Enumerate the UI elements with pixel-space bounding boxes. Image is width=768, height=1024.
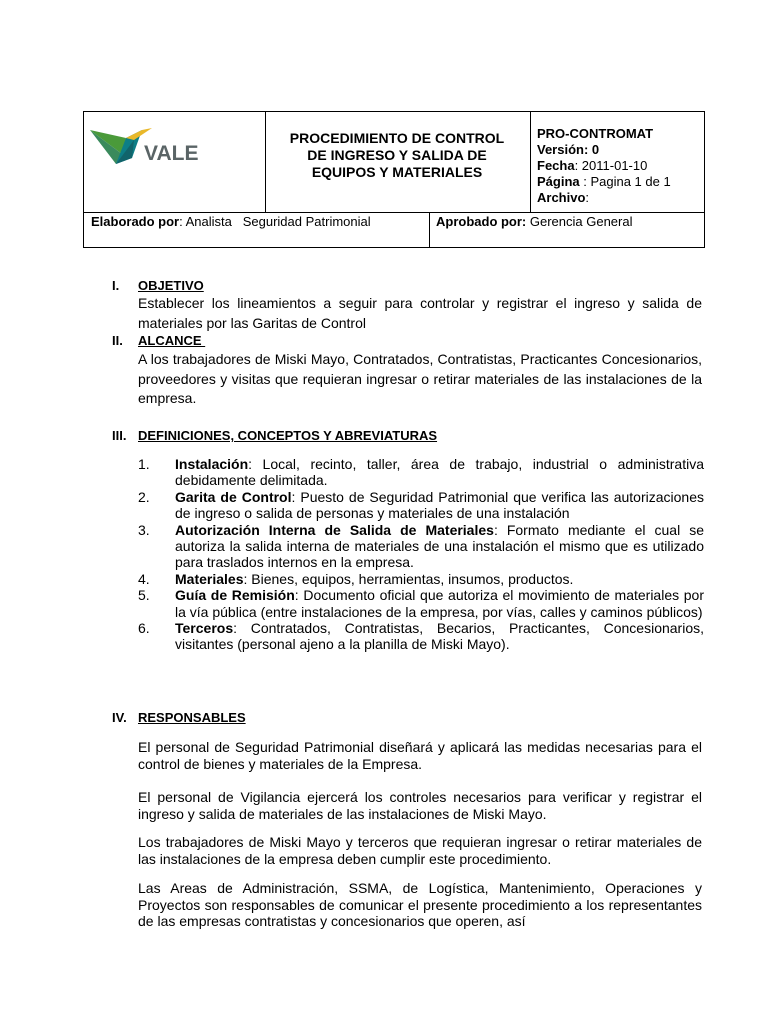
section-title: RESPONSABLES (138, 710, 246, 725)
title-line: DE INGRESO Y SALIDA DE (307, 147, 487, 163)
document-metadata (537, 126, 702, 206)
item-term: Instalación (175, 456, 249, 472)
document-title (266, 130, 528, 181)
aprobado-label: Aprobado por: (436, 214, 527, 229)
responsables-paragraph: Los trabajadores de Miski Mayo y terceros que requieran ingresar o retirar materiales de las instalaciones de la empresa deben cumplir este procedimiento. (138, 834, 702, 867)
header-divider (429, 212, 430, 248)
title-line: EQUIPOS Y MATERIALES (311, 164, 483, 180)
responsables-paragraph: Las Areas de Administración, SSMA, de Logística, Mantenimiento, Operaciones y Proyectos son responsables de comunicar el presente procedimiento a los representantes de las empresas contratistas y concesionarios que operen, así (138, 880, 702, 929)
header-divider (530, 112, 531, 212)
list-item (138, 522, 704, 571)
archivo-value: : (585, 190, 590, 205)
aprobado-por (436, 214, 633, 230)
item-number: 3. (138, 521, 150, 538)
section-number: I. (112, 278, 120, 293)
item-number: 2. (138, 488, 150, 505)
section-number: III. (112, 428, 127, 443)
responsables-paragraph: El personal de Vigilancia ejercerá los controles necesarios para verificar y registrar el ingreso y salida de materiales de las instalaciones de Miski Mayo. (138, 789, 702, 822)
item-term: Terceros (175, 620, 234, 637)
title-line: PROCEDIMIENTO DE CONTROL (289, 130, 505, 146)
list-item (138, 587, 704, 620)
alcance-text: A los trabajadores de Miski Mayo, Contratados, Contratistas, Practicantes Concesionarios, proveedores y visitas que requieran ingresar o retirar materiales de las instalaciones de la empresa. (138, 351, 702, 406)
item-term: Garita de Control (175, 488, 292, 505)
item-text: : Puesto de Seguridad Patrimonial que verifica las autorizaciones de ingreso o salida de personas y materiales de una instalación (175, 488, 704, 522)
document-code: PRO-CONTROMAT (537, 126, 654, 141)
item-text: : Contratados, Contratistas, Becarios, Practicantes, Concesionarios, visitantes (personal ajeno a la planilla de Miski Mayo). (175, 620, 704, 653)
document-header-table (83, 111, 705, 248)
aprobado-value: Gerencia General (526, 214, 633, 229)
list-item (138, 620, 704, 653)
list-item (138, 456, 704, 489)
item-term: Materiales (175, 570, 244, 587)
item-number: 6. (138, 620, 150, 637)
pagina-value: : Pagina 1 de 1 (579, 174, 671, 189)
item-term: Guía de Remisión (175, 587, 295, 604)
item-number: 5. (138, 587, 150, 604)
item-term: Autorización Interna de Salida de Materiales (175, 521, 494, 538)
version-label: Versión: 0 (537, 142, 600, 157)
elaborado-value: : Analista Seguridad Patrimonial (179, 214, 371, 229)
item-text: : Bienes, equipos, herramientas, insumos, productos. (243, 570, 574, 587)
vale-logo-icon (86, 118, 264, 208)
header-divider (84, 212, 704, 213)
item-text: : Formato mediante el cual se autoriza la salida interna de materiales de una instalación el mismo que es utilizado para traslados internos en la empresa. (175, 521, 704, 571)
objetivo-text: Establecer los lineamientos a seguir para controlar y registrar el ingreso y salida de materiales por las Garitas de Control (138, 295, 702, 331)
pagina-label: Página (537, 174, 580, 189)
vale-logo (86, 118, 264, 208)
item-text: : Documento oficial que autoriza el movimiento de materiales por la vía pública (entre instalaciones de la empresa, por vías, calles y caminos públicos) (175, 587, 705, 620)
section-number: II. (112, 333, 123, 348)
item-text: : Local, recinto, taller, área de trabajo, industrial o administrativa debidamente delimitada. (175, 456, 704, 489)
section-title: ALCANCE (138, 333, 206, 348)
fecha-value: : 2011-01-10 (574, 158, 648, 173)
archivo-label: Archivo (537, 190, 586, 205)
section-number: IV. (112, 710, 127, 725)
responsables-paragraph: El personal de Seguridad Patrimonial diseñará y aplicará las medidas necesarias para el control de bienes y materiales de la Empresa. (138, 739, 702, 772)
elaborado-label: Elaborado por (91, 214, 180, 229)
fecha-label: Fecha (537, 158, 575, 173)
definitions-list (138, 456, 704, 653)
section-title: OBJETIVO (138, 278, 204, 293)
list-item (138, 489, 704, 522)
item-number: 1. (138, 456, 150, 472)
item-number: 4. (138, 570, 150, 587)
list-item (138, 571, 704, 587)
logo-text: VALE (144, 142, 199, 165)
section-title: DEFINICIONES, CONCEPTOS Y ABREVIATURAS (138, 428, 438, 443)
elaborado-por (91, 214, 371, 230)
